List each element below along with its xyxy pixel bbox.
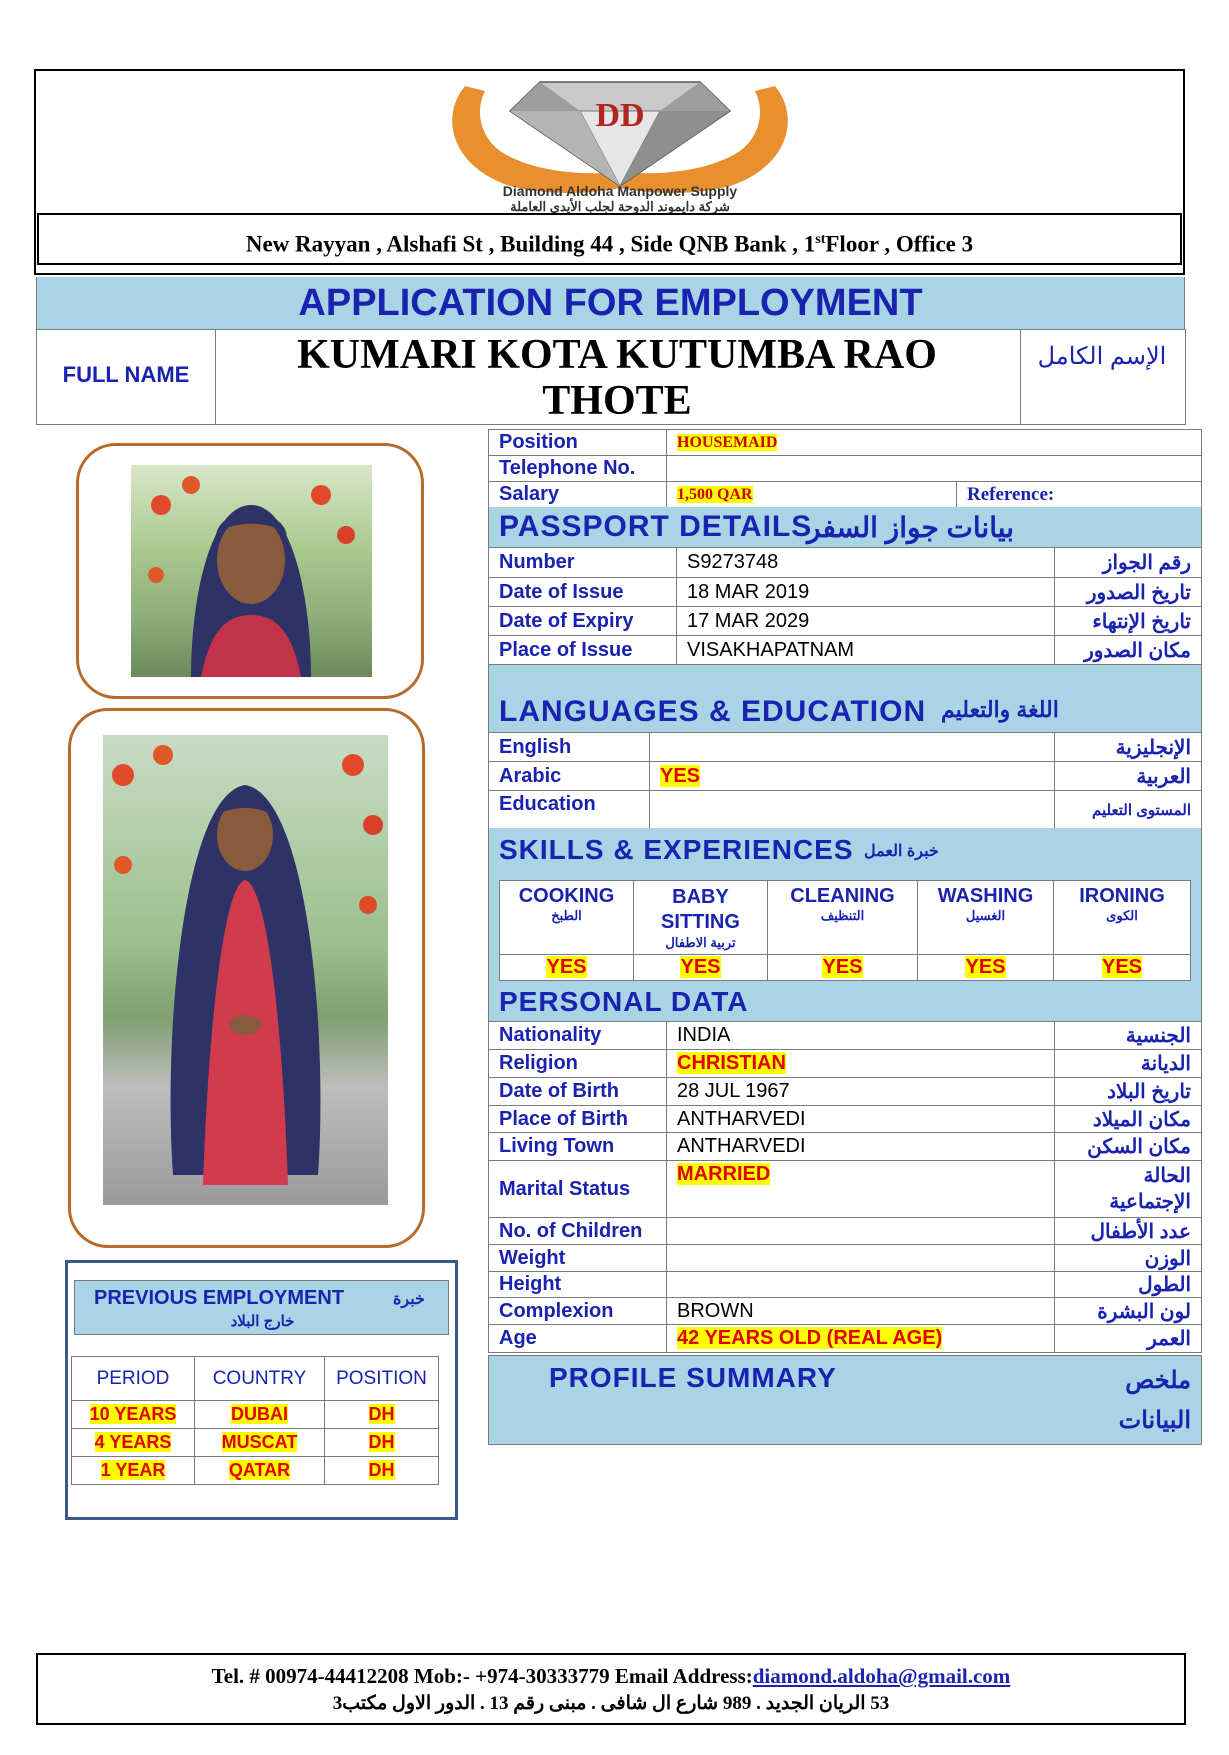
period-value: 4 YEARS bbox=[94, 1432, 172, 1452]
country-cell bbox=[195, 1457, 325, 1485]
language-row bbox=[489, 733, 1202, 762]
profile-summary-ar-1: ملخص bbox=[1125, 1367, 1191, 1394]
skill-cleaning-cell bbox=[768, 955, 918, 981]
period-cell bbox=[72, 1457, 195, 1485]
marital-status-value: MARRIED bbox=[677, 1163, 771, 1185]
telephone-label: Telephone No. bbox=[489, 456, 667, 482]
complexion-ar: لون البشرة bbox=[1055, 1298, 1202, 1325]
skill-cooking-cell bbox=[500, 955, 634, 981]
country-header: COUNTRY bbox=[195, 1357, 325, 1401]
salary-value-cell bbox=[667, 482, 957, 508]
address-bar bbox=[37, 213, 1182, 265]
dob-value: 28 JUL 1967 bbox=[667, 1078, 1055, 1106]
skill-cleaning-label: CLEANING bbox=[790, 885, 895, 907]
personal-table bbox=[488, 1021, 1202, 1353]
company-name-ar: شركة دايموند الدوحة لجلب الأيدي العاملة bbox=[510, 199, 730, 214]
english-value bbox=[650, 733, 1055, 762]
passport-row bbox=[489, 607, 1202, 636]
arabic-label: Arabic bbox=[489, 762, 650, 791]
skill-cleaning-ar: التنظيف bbox=[820, 908, 865, 923]
marital-status-ar: الحالة الإجتماعية bbox=[1055, 1161, 1202, 1218]
personal-row bbox=[489, 1298, 1202, 1325]
languages-title: LANGUAGES & EDUCATION bbox=[499, 695, 927, 728]
passport-number-value: S9273748 bbox=[677, 548, 1055, 578]
languages-title-ar: اللغة والتعليم bbox=[941, 697, 1059, 722]
passport-row bbox=[489, 548, 1202, 578]
previous-employment-row bbox=[72, 1429, 439, 1457]
skill-cleaning-value: YES bbox=[822, 956, 863, 978]
personal-row bbox=[489, 1161, 1202, 1218]
skills-table bbox=[499, 880, 1191, 981]
address-text: New Rayyan , Alshafi St , Building 44 , Side QNB Bank , 1 bbox=[245, 231, 816, 257]
passport-place-value: VISAKHAPATNAM bbox=[677, 636, 1055, 665]
weight-label: Weight bbox=[489, 1245, 667, 1272]
period-cell bbox=[72, 1401, 195, 1429]
skill-ironing-header bbox=[1054, 881, 1191, 955]
period-cell bbox=[72, 1429, 195, 1457]
pob-label: Place of Birth bbox=[489, 1106, 667, 1133]
age-ar: العمر bbox=[1055, 1325, 1202, 1353]
complexion-value: BROWN bbox=[667, 1298, 1055, 1325]
previous-employment-ar-2: خارج البلاد bbox=[230, 1313, 295, 1330]
skill-ironing-ar: الكوى bbox=[1106, 908, 1138, 923]
personal-row bbox=[489, 1245, 1202, 1272]
nationality-label: Nationality bbox=[489, 1022, 667, 1050]
english-ar: الإنجليزية bbox=[1055, 733, 1202, 762]
passport-table bbox=[488, 547, 1202, 665]
full-name-label: FULL NAME bbox=[62, 362, 190, 387]
previous-employment-row bbox=[72, 1457, 439, 1485]
candidate-photo-full bbox=[103, 735, 388, 1205]
period-value: 1 YEAR bbox=[100, 1460, 166, 1480]
skills-title-ar: خبرة العمل bbox=[864, 843, 939, 860]
age-value: 42 YEARS OLD (REAL AGE) bbox=[677, 1327, 943, 1349]
skill-baby-sitting-header bbox=[634, 881, 768, 955]
languages-section-header bbox=[488, 665, 1202, 732]
personal-row bbox=[489, 1218, 1202, 1245]
skill-ironing-cell bbox=[1054, 955, 1191, 981]
passport-expiry-label: Date of Expiry bbox=[489, 607, 677, 636]
religion-cell bbox=[667, 1050, 1055, 1078]
religion-value: CHRISTIAN bbox=[677, 1052, 786, 1074]
skill-baby-sitting-cell bbox=[634, 955, 768, 981]
email-link[interactable]: diamond.aldoha@gmail.com bbox=[752, 1664, 1011, 1688]
children-label: No. of Children bbox=[489, 1218, 667, 1245]
personal-row bbox=[489, 1272, 1202, 1298]
country-value: QATAR bbox=[228, 1460, 291, 1480]
skills-value-row bbox=[500, 955, 1191, 981]
previous-employment-table bbox=[71, 1356, 439, 1485]
living-town-value: ANTHARVEDI bbox=[667, 1133, 1055, 1161]
position-cell bbox=[325, 1457, 439, 1485]
full-name-ar-label: الإسم الكامل bbox=[1037, 343, 1167, 370]
personal-row bbox=[489, 1022, 1202, 1050]
passport-expiry-value: 17 MAR 2029 bbox=[677, 607, 1055, 636]
education-label: Education bbox=[489, 791, 650, 829]
profile-summary-ar-2: البيانات bbox=[1118, 1407, 1191, 1434]
skill-baby-sitting-label: BABY SITTING bbox=[661, 886, 740, 933]
position-cell bbox=[325, 1429, 439, 1457]
complexion-label: Complexion bbox=[489, 1298, 667, 1325]
company-name-en: Diamond Aldoha Manpower Supply bbox=[502, 183, 738, 199]
skill-washing-ar: الغسيل bbox=[965, 908, 1006, 923]
children-value bbox=[667, 1218, 1055, 1245]
education-value bbox=[650, 791, 1055, 829]
salary-value: 1,500 QAR bbox=[677, 485, 753, 503]
passport-place-ar: مكان الصدور bbox=[1055, 636, 1202, 665]
skill-cooking-ar: الطبخ bbox=[551, 908, 582, 923]
marital-status-cell bbox=[667, 1161, 1055, 1218]
position-value: DH bbox=[368, 1432, 395, 1452]
reference-label: Reference: bbox=[957, 482, 1202, 508]
country-cell bbox=[195, 1401, 325, 1429]
skills-section-header bbox=[488, 828, 1202, 874]
height-value bbox=[667, 1272, 1055, 1298]
position-table bbox=[488, 429, 1202, 508]
svg-text:DD: DD bbox=[595, 97, 645, 134]
position-label: Position bbox=[489, 430, 667, 456]
passport-issue-label: Date of Issue bbox=[489, 578, 677, 607]
skill-cooking-value: YES bbox=[546, 956, 587, 978]
full-name-value: KUMARI KOTA KUTUMBA RAO THOTE bbox=[297, 332, 937, 424]
skill-washing-cell bbox=[918, 955, 1054, 981]
arabic-value: YES bbox=[660, 764, 701, 787]
passport-title: PASSPORT DETAILS bbox=[499, 510, 813, 543]
skill-ironing-value: YES bbox=[1101, 956, 1143, 978]
personal-title: PERSONAL DATA bbox=[499, 986, 749, 1017]
personal-section-header bbox=[488, 984, 1202, 1021]
salary-label: Salary bbox=[489, 482, 667, 508]
position-value: HOUSEMAID bbox=[677, 433, 778, 451]
skills-header-row bbox=[500, 881, 1191, 955]
previous-employment-row bbox=[72, 1401, 439, 1429]
previous-employment-header-row bbox=[72, 1357, 439, 1401]
pob-ar: مكان الميلاد bbox=[1055, 1106, 1202, 1133]
address-text-2: Floor , Office 3 bbox=[825, 231, 974, 257]
skill-washing-label: WASHING bbox=[937, 885, 1034, 907]
height-label: Height bbox=[489, 1272, 667, 1298]
personal-row bbox=[489, 1325, 1202, 1353]
passport-row bbox=[489, 578, 1202, 607]
position-cell bbox=[325, 1401, 439, 1429]
period-header: PERIOD bbox=[72, 1357, 195, 1401]
previous-employment-title: PREVIOUS EMPLOYMENT bbox=[94, 1287, 345, 1309]
passport-place-label: Place of Issue bbox=[489, 636, 677, 665]
skill-washing-value: YES bbox=[965, 956, 1006, 978]
passport-title-ar: بيانات جواز السفر bbox=[807, 512, 1014, 543]
footer-address-ar: 53 الريان الجديد . 989 شارع ال شافى . مبنى رقم 13 . الدور الاول مكتب3 bbox=[332, 1693, 890, 1714]
nationality-ar: الجنسية bbox=[1055, 1022, 1202, 1050]
position-header: POSITION bbox=[325, 1357, 439, 1401]
passport-issue-value: 18 MAR 2019 bbox=[677, 578, 1055, 607]
skill-cooking-header bbox=[500, 881, 634, 955]
language-row bbox=[489, 762, 1202, 791]
position-value-cell bbox=[667, 430, 1202, 456]
personal-row bbox=[489, 1133, 1202, 1161]
candidate-photo-portrait bbox=[131, 465, 372, 677]
religion-label: Religion bbox=[489, 1050, 667, 1078]
page-title: APPLICATION FOR EMPLOYMENT bbox=[36, 277, 1185, 329]
telephone-value bbox=[667, 456, 1202, 482]
age-cell bbox=[667, 1325, 1055, 1353]
living-town-ar: مكان السكن bbox=[1055, 1133, 1202, 1161]
footer bbox=[36, 1653, 1186, 1725]
country-value: DUBAI bbox=[231, 1404, 288, 1424]
personal-row bbox=[489, 1050, 1202, 1078]
english-label: English bbox=[489, 733, 650, 762]
weight-value bbox=[667, 1245, 1055, 1272]
children-ar: عدد الأطفال bbox=[1055, 1218, 1202, 1245]
country-cell bbox=[195, 1429, 325, 1457]
personal-row bbox=[489, 1078, 1202, 1106]
passport-row bbox=[489, 636, 1202, 665]
profile-summary-section bbox=[488, 1355, 1202, 1445]
skill-ironing-label: IRONING bbox=[1079, 885, 1165, 907]
skill-cooking-label: COOKING bbox=[518, 885, 615, 907]
address-sup: st bbox=[815, 232, 826, 247]
country-value: MUSCAT bbox=[221, 1432, 298, 1452]
dob-label: Date of Birth bbox=[489, 1078, 667, 1106]
pob-value: ANTHARVEDI bbox=[667, 1106, 1055, 1133]
footer-contact bbox=[38, 1664, 1184, 1689]
skill-cleaning-header bbox=[768, 881, 918, 955]
weight-ar: الوزن bbox=[1055, 1245, 1202, 1272]
education-ar: المستوى التعليم bbox=[1055, 791, 1202, 829]
arabic-ar: العربية bbox=[1055, 762, 1202, 791]
passport-section-header bbox=[488, 507, 1202, 547]
full-name-row bbox=[36, 329, 1186, 425]
passport-number-ar: رقم الجواز bbox=[1055, 548, 1202, 578]
religion-ar: الديانة bbox=[1055, 1050, 1202, 1078]
nationality-value: INDIA bbox=[667, 1022, 1055, 1050]
period-value: 10 YEARS bbox=[89, 1404, 177, 1424]
previous-employment-header bbox=[74, 1280, 449, 1335]
profile-summary-title: PROFILE SUMMARY bbox=[549, 1362, 837, 1393]
dob-ar: تاريخ البلاد bbox=[1055, 1078, 1202, 1106]
height-ar: الطول bbox=[1055, 1272, 1202, 1298]
previous-employment-ar-1: خبرة bbox=[393, 1291, 425, 1308]
language-row bbox=[489, 791, 1202, 829]
languages-table bbox=[488, 732, 1202, 829]
passport-issue-ar: تاريخ الصدور bbox=[1055, 578, 1202, 607]
passport-number-label: Number bbox=[489, 548, 677, 578]
marital-status-label: Marital Status bbox=[489, 1161, 667, 1218]
skill-washing-header bbox=[918, 881, 1054, 955]
position-value: DH bbox=[368, 1460, 395, 1480]
skill-baby-sitting-ar: تربية الاطفال bbox=[665, 935, 736, 950]
footer-line1: Tel. # 00974-44412208 Mob:- +974-30333779 Email Address: bbox=[211, 1664, 753, 1688]
living-town-label: Living Town bbox=[489, 1133, 667, 1161]
personal-row bbox=[489, 1106, 1202, 1133]
position-value: DH bbox=[368, 1404, 395, 1424]
skill-baby-sitting-value: YES bbox=[680, 956, 721, 978]
passport-expiry-ar: تاريخ الإنتهاء bbox=[1055, 607, 1202, 636]
skills-title: SKILLS & EXPERIENCES bbox=[499, 834, 854, 865]
arabic-value-cell bbox=[650, 762, 1055, 791]
age-label: Age bbox=[489, 1325, 667, 1353]
